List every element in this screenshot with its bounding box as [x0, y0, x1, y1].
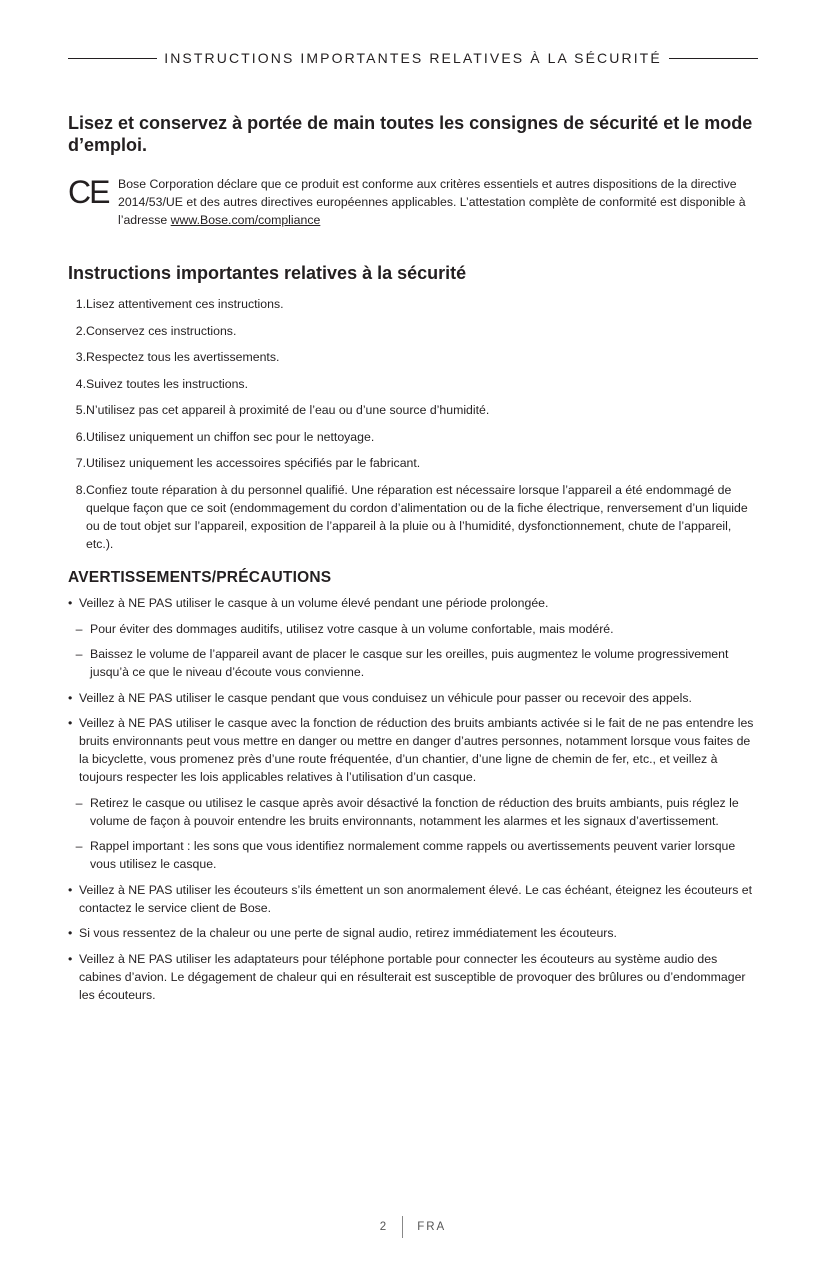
item-number: 5.: [75, 403, 86, 417]
header-rule-right: [669, 58, 758, 59]
item-text: Utilisez uniquement un chiffon sec pour le nettoyage.: [86, 429, 375, 444]
item-number: 7.: [75, 456, 86, 470]
item-number: 3.: [75, 350, 86, 364]
warning-item: [68, 689, 758, 707]
ce-text-body: Bose Corporation déclare que ce produit est conforme aux critères essentiels et autres dispositions de la directive 2014/53/UE et des autres directives européennes applicables. L’attestation complète de conformité est disponible à l’adresse: [118, 177, 746, 227]
item-text: Respectez tous les avertissements.: [86, 350, 280, 364]
header-title: INSTRUCTIONS IMPORTANTES RELATIVES À LA SÉCURITÉ: [164, 50, 662, 66]
warnings-list: [68, 594, 758, 1011]
item-number: 1.: [75, 297, 86, 311]
dash-icon: –: [75, 621, 83, 636]
list-item: [68, 295, 760, 313]
warning-text: Veillez à NE PAS utiliser les adaptateurs pour téléphone portable pour connecter les écouteurs au système audio des cabines d’avion. Le dégagement de chaleur qui en résulterait est susceptible de provoquer des brûlures ou d’endommager les écouteurs.: [79, 951, 746, 1002]
list-item: [68, 401, 760, 419]
ce-mark-icon: CE: [68, 174, 109, 210]
warning-item: [68, 950, 758, 1004]
list-item: [68, 375, 760, 393]
item-text: Lisez attentivement ces instructions.: [86, 297, 284, 311]
warning-text: Veillez à NE PAS utiliser le casque avec la fonction de réduction des bruits ambiants activée si le fait de ne pas entendre les bruits environnants peut vous mettre en danger ou mettre en danger d’autres personnes, notamment lorsque vous faites de la bicyclette, vous promenez près d’une route fréquentée, d’un chantier, d’une ligne de chemin de fer, etc., et veillez à toujours respecter les lois applicables relatives à l’utilisation d’un casque.: [79, 716, 754, 784]
bullet-icon: •: [68, 926, 73, 940]
instructions-list: [68, 295, 760, 561]
compliance-link[interactable]: www.Bose.com/compliance: [170, 213, 321, 227]
warning-item: [68, 714, 758, 786]
warning-subitem: [68, 645, 758, 681]
warning-subitem: [68, 620, 758, 638]
item-text: Suivez toutes les instructions.: [86, 376, 248, 391]
intro-heading: Lisez et conservez à portée de main toutes les consignes de sécurité et le mode d’emploi.: [68, 113, 753, 155]
list-item: [68, 481, 760, 553]
warning-subtext: Retirez le casque ou utilisez le casque après avoir désactivé la fonction de réduction des bruits ambiants, puis réglez le volume de façon à pouvoir entendre les bruits environnants, notamment les alarmes et les signaux d’avertissement.: [90, 795, 739, 828]
item-text: Conservez ces instructions.: [86, 323, 237, 338]
warnings-heading: AVERTISSEMENTS/PRÉCAUTIONS: [68, 569, 332, 586]
header-rule-left: [68, 58, 157, 59]
warning-item: [68, 924, 758, 942]
item-number: 6.: [75, 429, 86, 444]
dash-icon: –: [75, 647, 83, 661]
warning-text: Veillez à NE PAS utiliser le casque à un volume élevé pendant une période prolongée.: [79, 596, 549, 610]
warning-text: Veillez à NE PAS utiliser le casque pendant que vous conduisez un véhicule pour passer ou recevoir des appels.: [79, 690, 692, 705]
warning-text: Veillez à NE PAS utiliser les écouteurs s’ils émettent un son anormalement élevé. Le cas échéant, éteignez les écouteurs et contactez le service client de Bose.: [79, 882, 753, 915]
item-text: N’utilisez pas cet appareil à proximité de l’eau ou d’une source d’humidité.: [86, 403, 490, 417]
safety-heading: Instructions importantes relatives à la sécurité: [68, 263, 467, 283]
bullet-icon: •: [68, 716, 73, 730]
bullet-icon: •: [68, 951, 73, 966]
warning-item: [68, 594, 758, 612]
footer-divider: [402, 1216, 403, 1238]
page-header: [68, 48, 758, 68]
list-item: [68, 322, 760, 340]
item-number: 4.: [75, 376, 86, 391]
warning-subitem: [68, 837, 758, 873]
warning-subtext: Pour éviter des dommages auditifs, utilisez votre casque à un volume confortable, mais modéré.: [90, 621, 614, 636]
warning-text: Si vous ressentez de la chaleur ou une perte de signal audio, retirez immédiatement les écouteurs.: [79, 926, 617, 940]
ce-declaration-text: [118, 175, 758, 229]
bullet-icon: •: [68, 882, 73, 897]
list-item: [68, 348, 760, 366]
language-code: FRA: [417, 1221, 447, 1233]
item-text: Utilisez uniquement les accessoires spécifiés par le fabricant.: [86, 456, 421, 470]
list-item: [68, 428, 760, 446]
list-item: [68, 454, 760, 472]
item-number: 2.: [75, 323, 86, 338]
page-footer: [0, 1216, 826, 1238]
ce-declaration: [68, 175, 758, 229]
item-text: Confiez toute réparation à du personnel qualifié. Une réparation est nécessaire lorsque l’appareil a été endommagé de quelque façon que ce soit (endommagement du cordon d’alimentation ou de la fiche électrique, renversement d’un liquide ou de tout objet sur l’appareil, exposition de l’appareil à la pluie ou à l’humidité, dysfonctionnement, chute de l’appareil, etc.).: [86, 482, 748, 551]
warning-subtext: Rappel important : les sons que vous identifiez normalement comme rappels ou avertissements peuvent varier lorsque vous utilisez le casque.: [90, 839, 736, 871]
bullet-icon: •: [68, 690, 73, 705]
bullet-icon: •: [68, 596, 73, 610]
warning-subitem: [68, 794, 758, 830]
item-number: 8.: [75, 482, 86, 497]
dash-icon: –: [75, 795, 83, 810]
warning-item: [68, 881, 758, 917]
dash-icon: –: [75, 839, 83, 853]
warning-subtext: Baissez le volume de l’appareil avant de placer le casque sur les oreilles, puis augmentez le volume progressivement jusqu’à ce que le niveau d’écoute vous convienne.: [90, 647, 729, 679]
page-number: 2: [379, 1221, 389, 1233]
